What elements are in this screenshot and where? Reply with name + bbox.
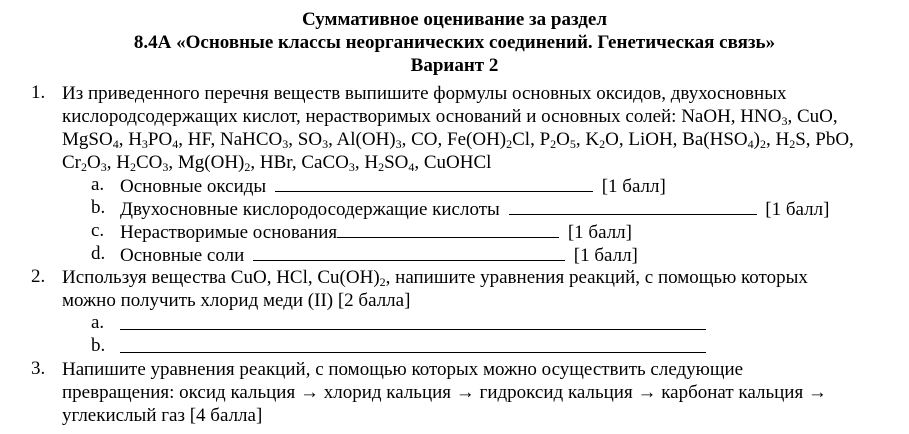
title-line-3: Вариант 2 [410, 55, 499, 76]
q2-item-a-letter: a. [91, 312, 105, 333]
answer-blank-d[interactable] [253, 243, 565, 261]
answer-blank-b[interactable] [509, 197, 757, 215]
title-line-2: 8.4А «Основные классы неорганических соединений. Генетическая связь» [133, 32, 776, 53]
q2-answer-blank-b[interactable] [120, 335, 706, 353]
answer-blank-c[interactable] [337, 220, 559, 238]
title-line-1: Суммативное оценивание за раздел [302, 9, 607, 30]
answer-blank-a[interactable] [275, 174, 593, 192]
item-c: Нерастворимые основания [1 балл] [120, 222, 632, 243]
item-b: Двухосновные кислородосодержащие кислоты [1 балл] [120, 199, 830, 220]
q2-answer-blank-a[interactable] [120, 312, 706, 330]
q2-item-b-letter: b. [91, 335, 106, 356]
question-3-line-1: Напишите уравнения реакций, с помощью которых можно осуществить следующие [62, 359, 744, 380]
question-2-number: 2. [31, 266, 46, 287]
item-a: Основные оксиды [1 балл] [120, 176, 666, 197]
question-2-line-2: можно получить хлорид меди (II) [2 балла] [62, 290, 411, 311]
question-1-line-4: $Cr_2O_3$, $H_2CO_3$, $Mg(OH)_2$, HBr, CaCO$_3$, $H_2SO_4$, CuOHCl [62, 152, 492, 174]
question-3-line-3: углекислый газ [4 балла] [62, 405, 263, 426]
question-1-line-3: MgSO$_4$, $H_3PO_4$, HF, NaHCO$_3$, $SO_3$, $Al(OH)_3$, CO, $Fe(OH)_2Cl$, $P_2O_5$, $K_2O$, LiOH, $Ba(HSO_4)_2$, $H_2S$, PbO, [62, 129, 854, 151]
question-1-number: 1. [31, 82, 46, 103]
item-a-letter: a. [91, 174, 105, 195]
question-1-line-2: кислородсодержащих кислот, нерастворимых оснований и основных солей: NaOH, $HNO_3$, CuO, [62, 106, 838, 128]
question-3-number: 3. [31, 358, 46, 379]
item-d-letter: d. [91, 243, 106, 264]
item-d: Основные соли [1 балл] [120, 245, 638, 266]
question-1-line-1: Из приведенного перечня веществ выпишите формулы основных оксидов, двухосновных [62, 83, 787, 104]
item-c-letter: c. [91, 220, 105, 241]
question-3-line-2: превращения: оксид кальция → хлорид кальция → гидроксид кальция → карбонат кальция → [62, 382, 827, 403]
item-b-letter: b. [91, 197, 106, 218]
question-2-line-1: Используя вещества CuO, HCl, $Cu(OH)_2$, напишите уравнения реакций, с помощью которых [62, 267, 808, 289]
